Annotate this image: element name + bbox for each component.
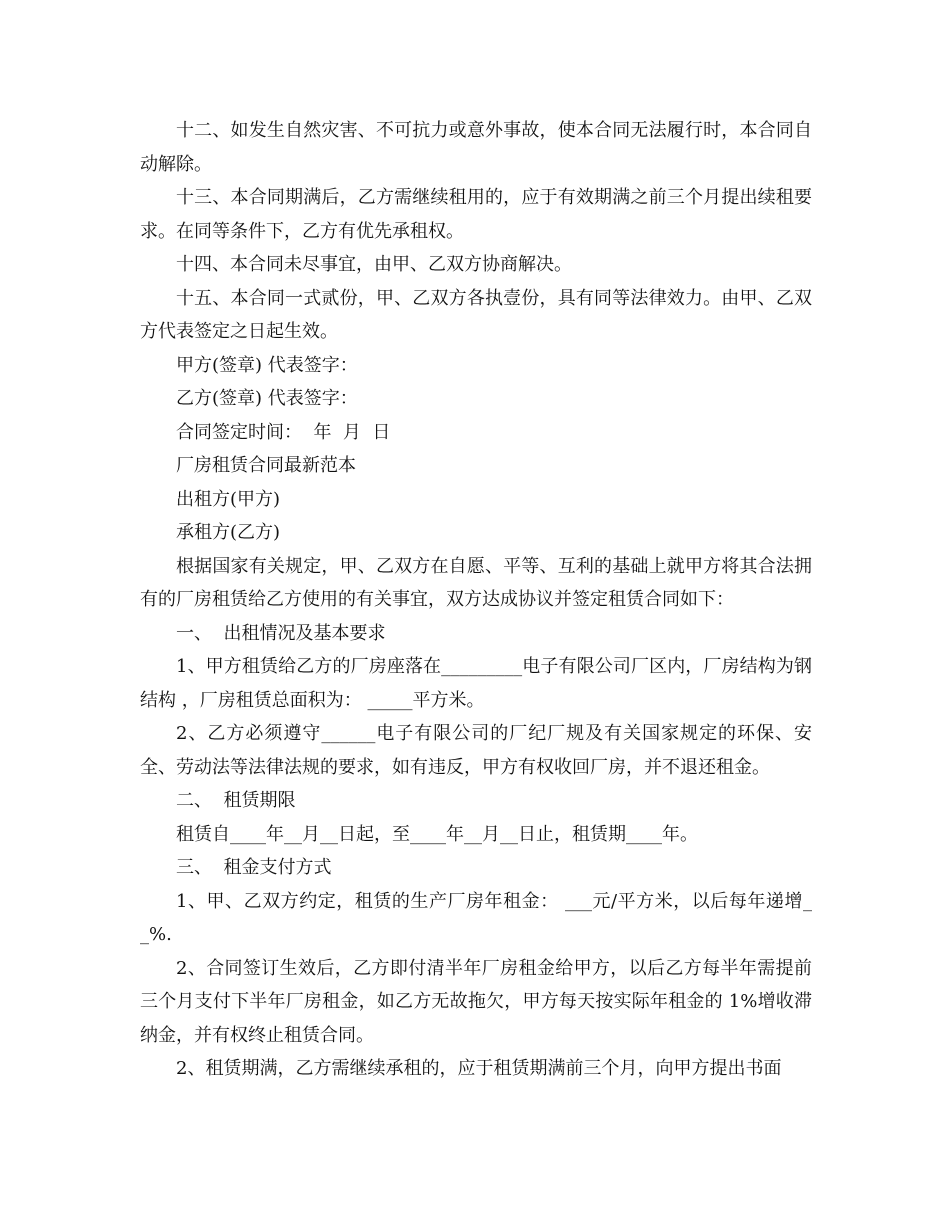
lease-term: 租赁自____年__月__日起，至____年__月__日止，租赁期____年。	[176, 823, 698, 845]
section-3-item-1: 1、甲、乙双方约定，租赁的生产厂房年租金： ___元/平方米，以后每年递增__%.	[140, 890, 812, 945]
lessor-label: 出租方(甲方)	[176, 488, 281, 510]
section-1-item-1: 1、甲方租赁给乙方的厂房座落在_________电子有限公司厂区内，厂房结构为钢结构 ，厂房租赁总面积为： _____平方米。	[140, 656, 812, 711]
clause-13: 十三、本合同期满后，乙方需继续租用的，应于有效期满之前三个月提出续租要求。在同等条件下，乙方有优先承租权。	[140, 187, 812, 242]
party-b-signature: 乙方(签章) 代表签字：	[176, 388, 358, 409]
document-body	[140, 114, 812, 1086]
preamble: 根据国家有关规定，甲、乙双方在自愿、平等、互利的基础上就甲方将其合法拥有的厂房租赁给乙方使用的有关事宜，双方达成协议并签定租赁合同如下：	[140, 555, 812, 610]
signing-date: 合同签定时间： 年 月 日	[176, 421, 391, 443]
document-title: 厂房租赁合同最新范本	[176, 455, 356, 476]
clause-15: 十五、本合同一式贰份，甲、乙双方各执壹份，具有同等法律效力。由甲、乙双方代表签定之日起生效。	[140, 287, 812, 342]
party-a-signature: 甲方(签章) 代表签字：	[176, 354, 358, 376]
section-1-heading: 一、 出租情况及基本要求	[176, 622, 386, 644]
section-2-heading: 二、 租赁期限	[176, 790, 296, 811]
lessee-label: 承租方(乙方)	[176, 522, 281, 543]
section-3-item-2b: 2、租赁期满，乙方需继续承租的，应于租赁期满前三个月，向甲方提出书面	[176, 1058, 782, 1079]
clause-14: 十四、本合同未尽事宜，由甲、乙双方协商解决。	[176, 254, 572, 275]
section-1-item-2: 2、乙方必须遵守______电子有限公司的厂纪厂规及有关国家规定的环保、安全、劳动法等法律法规的要求，如有违反，甲方有权收回厂房，并不退还租金。	[140, 723, 812, 778]
clause-12: 十二、如发生自然灾害、不可抗力或意外事故，使本合同无法履行时，本合同自动解除。	[140, 120, 812, 175]
section-3-heading: 三、 租金支付方式	[176, 857, 332, 878]
section-3-item-2: 2、合同签订生效后，乙方即付清半年厂房租金给甲方，以后乙方每半年需提前三个月支付下半年厂房租金，如乙方无故拖欠，甲方每天按实际年租金的 1%增收滞纳金，并有权终止租赁合同。	[140, 957, 812, 1046]
